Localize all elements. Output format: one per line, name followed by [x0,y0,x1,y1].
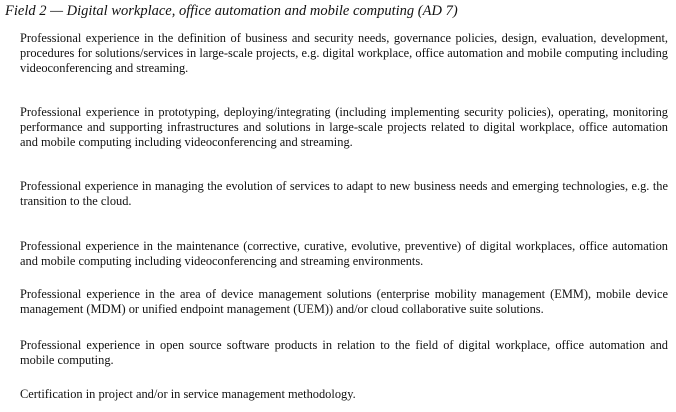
criterion-item [4,31,668,76]
criterion-item [4,105,668,150]
criterion-text: Professional experience in the maintenance (corrective, curative, evolutive, preventive) of digital workplaces, office automation and mobile computing including videoconferencing and streaming environments. [20,239,668,268]
field-title: Field 2 — Digital workplace, office automation and mobile computing (AD 7) [5,3,458,19]
criterion-text: Professional experience in the definition of business and security needs, governance policies, design, evaluation, development, procedures for solutions/services in large-scale projects, e.g. digital workplace, office automation and mobile computing including videoconferencing and streaming. [20,31,668,75]
criterion-item [4,287,668,317]
criterion-item [4,179,668,209]
criterion-number [4,287,20,302]
criterion-text: Professional experience in prototyping, deploying/integrating (including implementing security policies), operating, monitoring performance and supporting infrastructures and solutions in large-scale projects related to digital workplace, office automation and mobile computing including videoconferencing and streaming. [20,105,668,149]
criterion-number [4,239,20,254]
criterion-text: Certification in project and/or in service management methodology. [20,387,356,401]
criterion-text: Professional experience in the area of device management solutions (enterprise mobility management (EMM), mobile device management (MDM) or unified endpoint management (UEM)) and/or cloud collaborative suite solutions. [20,287,668,316]
criterion-number [4,105,20,120]
criterion-number [4,179,20,194]
criterion-number [4,31,20,46]
criterion-number [4,338,20,353]
criterion-text: Professional experience in open source software products in relation to the field of digital workplace, office automation and mobile computing. [20,338,668,367]
criterion-item [4,387,668,402]
criterion-item [4,239,668,269]
criterion-text: Professional experience in managing the evolution of services to adapt to new business needs and emerging technologies, e.g. the transition to the cloud. [20,179,668,208]
criterion-number [4,387,20,402]
criterion-item [4,338,668,368]
